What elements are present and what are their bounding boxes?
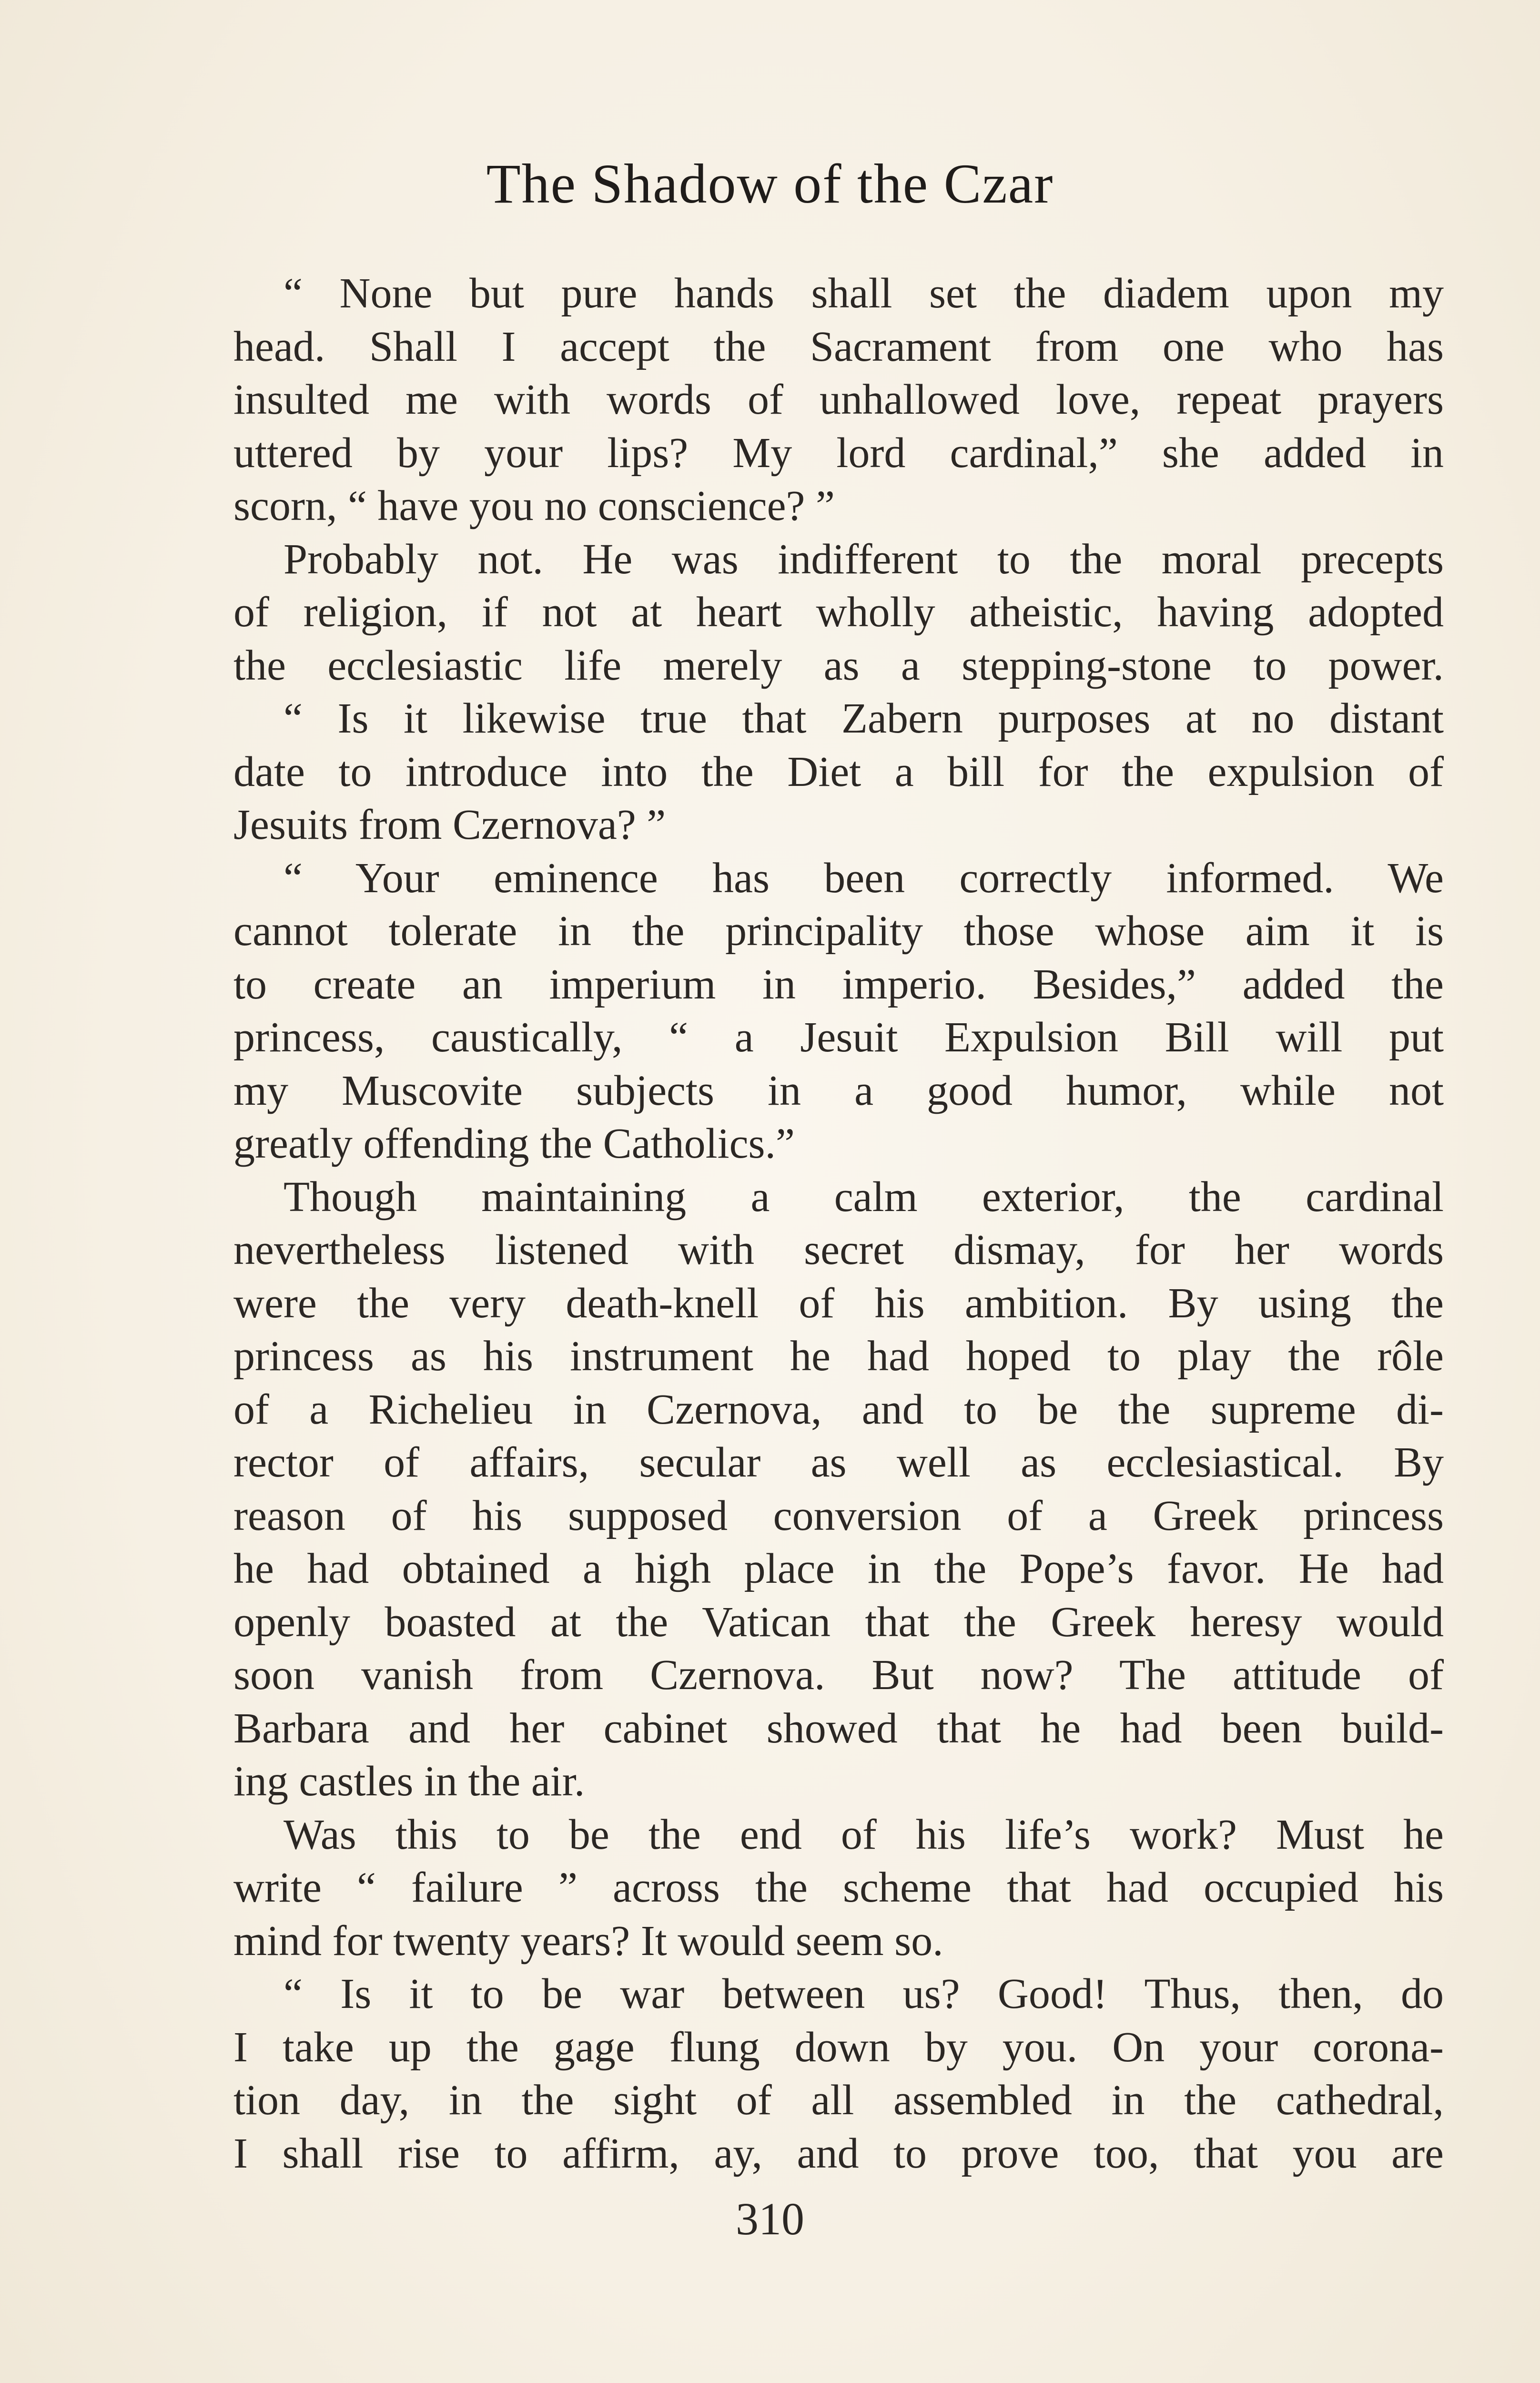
running-head: The Shadow of the Czar (486, 153, 1054, 215)
text-line: reason of his supposed conversion of a Greek princess (233, 1492, 1444, 1539)
text-line: princess as his instrument he had hoped to play the rôle (233, 1333, 1444, 1380)
text-line: uttered by your lips? My lord cardinal,” she added in (233, 429, 1444, 477)
text-line: “ Is it likewise true that Zabern purposes at no distant (284, 695, 1444, 742)
text-line: “ Your eminence has been correctly informed. We (284, 854, 1444, 902)
text-line: princess, caustically, “ a Jesuit Expulsion Bill will put (233, 1014, 1444, 1061)
text-line: soon vanish from Czernova. But now? The attitude of (233, 1651, 1444, 1699)
text-line: he had obtained a high place in the Pope’s favor. He had (233, 1545, 1444, 1592)
text-line: scorn, “ have you no conscience? ” (233, 482, 835, 530)
text-line: greatly offending the Catholics.” (233, 1120, 795, 1167)
text-line: “ None but pure hands shall set the diadem upon my (284, 270, 1444, 317)
body-text (233, 267, 1444, 2180)
text-line: rector of affairs, secular as well as ecclesiastical. By (233, 1439, 1444, 1486)
text-line: Was this to be the end of his life’s work? Must he (284, 1811, 1444, 1858)
text-line: head. Shall I accept the Sacrament from one who has (233, 323, 1444, 370)
text-line: tion day, in the sight of all assembled in the cathedral, (233, 2077, 1444, 2124)
text-line: write “ failure ” across the scheme that had occupied his (233, 1864, 1444, 1911)
text-line: were the very death-knell of his ambition. By using the (233, 1279, 1444, 1327)
text-line: Barbara and her cabinet showed that he had been build- (233, 1704, 1444, 1752)
text-line: nevertheless listened with secret dismay, for her words (233, 1226, 1444, 1273)
text-line: Probably not. He was indifferent to the moral precepts (284, 535, 1444, 583)
text-line: of a Richelieu in Czernova, and to be the supreme di- (233, 1385, 1444, 1433)
text-line: ing castles in the air. (233, 1758, 585, 1805)
text-line: openly boasted at the Vatican that the Greek heresy would (233, 1598, 1444, 1646)
text-line: “ Is it to be war between us? Good! Thus, then, do (284, 1970, 1444, 2017)
text-line: to create an imperium in imperio. Besides,” added the (233, 960, 1444, 1008)
text-line: insulted me with words of unhallowed love, repeat prayers (233, 376, 1444, 423)
text-line: I take up the gage flung down by you. On your corona- (233, 2023, 1444, 2071)
text-line: Though maintaining a calm exterior, the cardinal (284, 1173, 1444, 1221)
text-line: my Muscovite subjects in a good humor, while not (233, 1067, 1444, 1114)
text-line: the ecclesiastic life merely as a stepping-stone to power. (233, 642, 1444, 689)
text-line: mind for twenty years? It would seem so. (233, 1917, 943, 1965)
text-line: of religion, if not at heart wholly atheistic, having adopted (233, 589, 1444, 636)
text-line: Jesuits from Czernova? ” (233, 801, 666, 848)
text-line: cannot tolerate in the principality those whose aim it is (233, 907, 1444, 955)
text-line: date to introduce into the Diet a bill for the expulsion of (233, 748, 1444, 795)
page-number: 310 (736, 2193, 804, 2244)
text-line: I shall rise to affirm, ay, and to prove too, that you are (233, 2129, 1444, 2177)
